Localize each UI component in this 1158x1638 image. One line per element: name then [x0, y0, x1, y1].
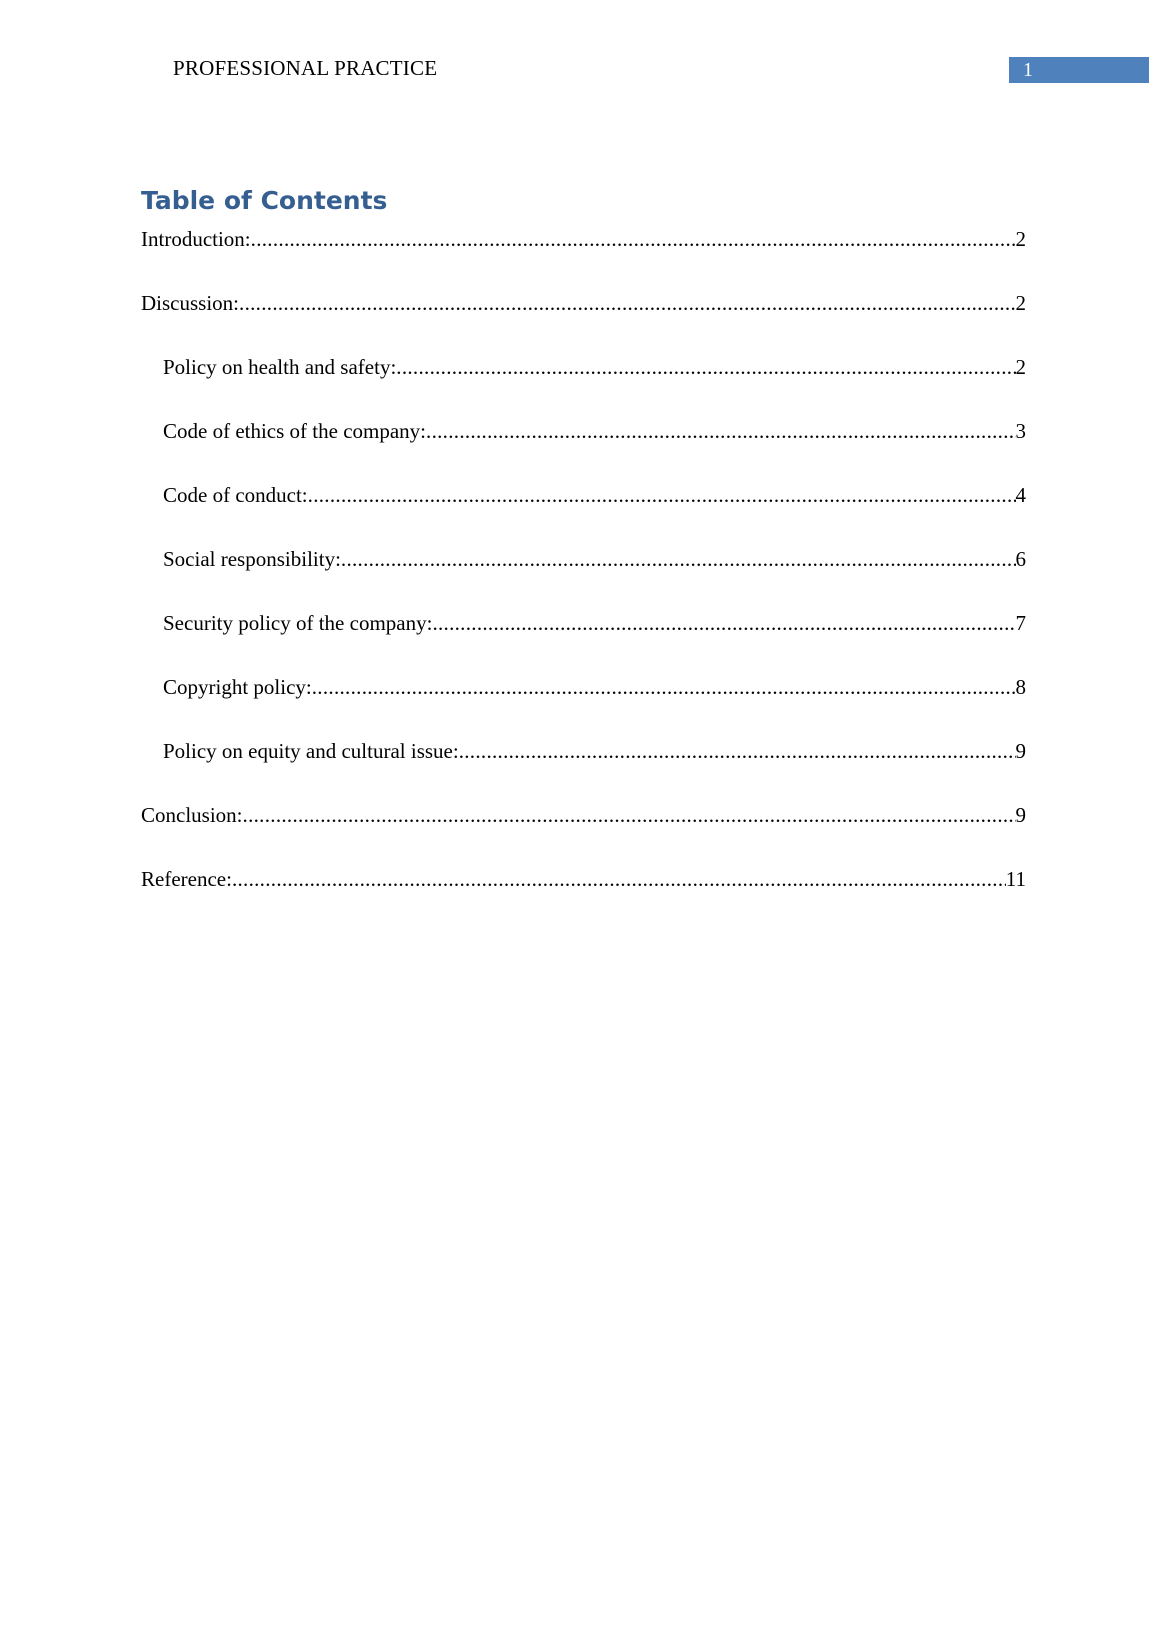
toc-entry-label: Code of conduct:: [163, 483, 308, 507]
toc-entry-code-of-conduct[interactable]: [141, 478, 1026, 542]
toc-entry-label: Discussion:: [141, 291, 240, 315]
toc-entry-page: 8: [1015, 675, 1026, 699]
toc-entry-page: 3: [1015, 419, 1026, 443]
toc-entry-page: 2: [1015, 227, 1026, 251]
page-number: 1: [1023, 59, 1033, 81]
toc-dot-leader: [243, 798, 1016, 832]
toc-heading: Table of Contents: [141, 186, 388, 215]
toc-entry-social-responsibility[interactable]: [141, 542, 1026, 606]
table-of-contents: [141, 222, 1026, 926]
toc-dot-leader: [312, 670, 1016, 704]
toc-entry-page: 9: [1015, 803, 1026, 827]
toc-entry-page: 2: [1015, 291, 1026, 315]
toc-entry-label: Reference:: [141, 867, 232, 891]
toc-entry-label: Policy on health and safety:: [163, 355, 397, 379]
toc-entry-label: Code of ethics of the company:: [163, 419, 427, 443]
toc-entry-page: 11: [1005, 867, 1026, 891]
toc-dot-leader: [341, 542, 1016, 576]
toc-entry-page: 4: [1015, 483, 1026, 507]
toc-dot-leader: [459, 734, 1016, 768]
toc-dot-leader: [239, 286, 1015, 320]
toc-entry-page: 9: [1015, 739, 1026, 763]
toc-entry-page: 2: [1015, 355, 1026, 379]
toc-dot-leader: [426, 414, 1015, 448]
toc-entry-label: Social responsibility:: [163, 547, 341, 571]
toc-entry-code-of-ethics[interactable]: [141, 414, 1026, 478]
toc-entry-discussion[interactable]: [141, 286, 1026, 350]
toc-entry-page: 6: [1015, 547, 1026, 571]
toc-dot-leader: [232, 862, 1006, 896]
toc-entry-conclusion[interactable]: [141, 798, 1026, 862]
toc-entry-label: Policy on equity and cultural issue:: [163, 739, 459, 763]
page-number-badge: [1009, 57, 1149, 83]
toc-entry-label: Conclusion:: [141, 803, 243, 827]
toc-dot-leader: [308, 478, 1016, 512]
running-header-title: PROFESSIONAL PRACTICE: [173, 56, 438, 80]
toc-entry-reference[interactable]: [141, 862, 1026, 926]
toc-dot-leader: [432, 606, 1015, 640]
toc-dot-leader: [251, 222, 1016, 256]
toc-entry-introduction[interactable]: [141, 222, 1026, 286]
toc-dot-leader: [396, 350, 1015, 384]
toc-entry-security-policy[interactable]: [141, 606, 1026, 670]
toc-entry-copyright-policy[interactable]: [141, 670, 1026, 734]
toc-entry-health-safety[interactable]: [141, 350, 1026, 414]
toc-entry-equity-cultural[interactable]: [141, 734, 1026, 798]
toc-entry-label: Copyright policy:: [163, 675, 312, 699]
toc-entry-label: Introduction:: [141, 227, 251, 251]
toc-entry-label: Security policy of the company:: [163, 611, 433, 635]
toc-entry-page: 7: [1015, 611, 1026, 635]
